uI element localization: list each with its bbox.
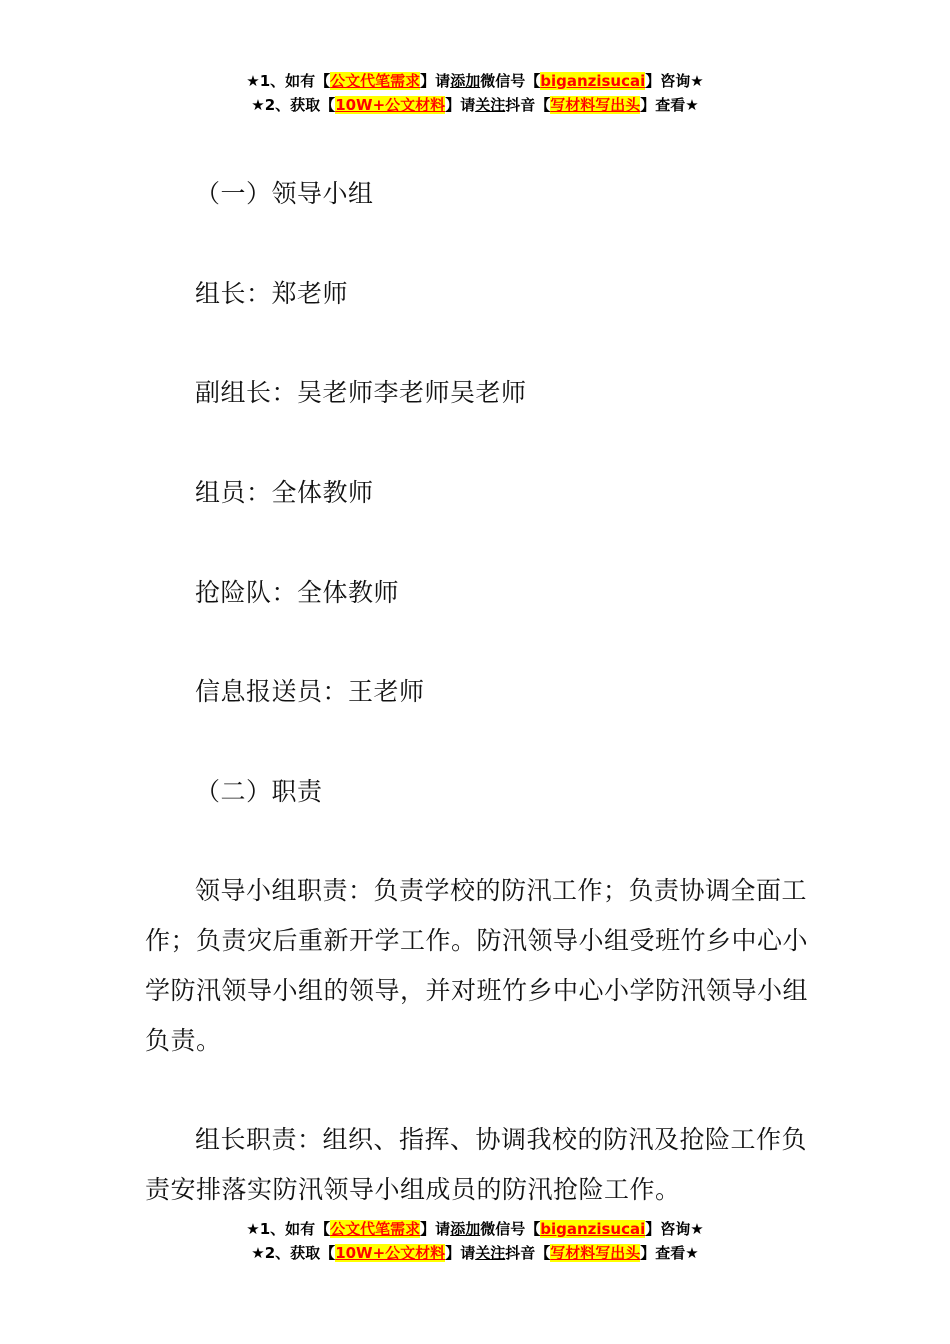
banner-highlight[interactable]: 10W+公文材料 (335, 96, 446, 114)
banner-text: ★2、获取【 (251, 1244, 336, 1262)
banner-text: 抖音【 (505, 96, 551, 114)
banner-line-1 (0, 69, 950, 93)
banner-line-1 (0, 1217, 950, 1241)
banner-highlight[interactable]: 公文代笔需求 (330, 72, 421, 90)
footer-banner (0, 1217, 950, 1265)
banner-text: 】请 (420, 1220, 451, 1238)
banner-line-2 (0, 93, 950, 117)
banner-underline: 关注 (475, 96, 506, 114)
wechat-id-highlight[interactable]: biganzisucai (540, 1220, 646, 1238)
section-heading-duties: （二）职责 (195, 777, 323, 806)
banner-text: 】查看★ (640, 1244, 699, 1262)
leader-duties-paragraph: 组长职责：组织、指挥、协调我校的防汛及抢险工作负责安排落实防汛领导小组成员的防汛抢险工作。 (145, 1125, 808, 1204)
banner-text: ★1、如有【 (246, 1220, 331, 1238)
banner-text: 微信号【 (480, 1220, 541, 1238)
members-line: 组员：全体教师 (195, 478, 374, 507)
rescue-team-line: 抢险队：全体教师 (195, 578, 400, 607)
deputy-leader-line: 副组长：吴老师李老师吴老师 (195, 378, 527, 407)
banner-text: ★1、如有【 (246, 72, 331, 90)
banner-line-2 (0, 1241, 950, 1265)
banner-highlight[interactable]: 10W+公文材料 (335, 1244, 446, 1262)
group-duties-paragraph: 领导小组职责：负责学校的防汛工作；负责协调全面工作；负责灾后重新开学工作。防汛领导小组受班竹乡中心小学防汛领导小组的领导，并对班竹乡中心小学防汛领导小组负责。 (145, 876, 809, 1055)
info-reporter-line: 信息报送员：王老师 (195, 677, 425, 706)
banner-highlight[interactable]: 公文代笔需求 (330, 1220, 421, 1238)
wechat-id-highlight[interactable]: biganzisucai (540, 72, 646, 90)
douyin-id-highlight[interactable]: 写材料写出头 (550, 1244, 641, 1262)
banner-text: 】查看★ (640, 96, 699, 114)
banner-text: 】请 (445, 96, 476, 114)
douyin-id-highlight[interactable]: 写材料写出头 (550, 96, 641, 114)
banner-underline: 关注 (475, 1244, 506, 1262)
banner-underline: 添加 (450, 72, 481, 90)
banner-underline: 添加 (450, 1220, 481, 1238)
banner-text: 】咨询★ (645, 72, 704, 90)
banner-text: 】咨询★ (645, 1220, 704, 1238)
section-heading-leadership-group: （一）领导小组 (195, 179, 374, 208)
banner-text: 抖音【 (505, 1244, 551, 1262)
header-banner (0, 69, 950, 117)
banner-text: ★2、获取【 (251, 96, 336, 114)
team-leader-line: 组长：郑老师 (195, 279, 349, 308)
banner-text: 】请 (420, 72, 451, 90)
banner-text: 微信号【 (480, 72, 541, 90)
banner-text: 】请 (445, 1244, 476, 1262)
